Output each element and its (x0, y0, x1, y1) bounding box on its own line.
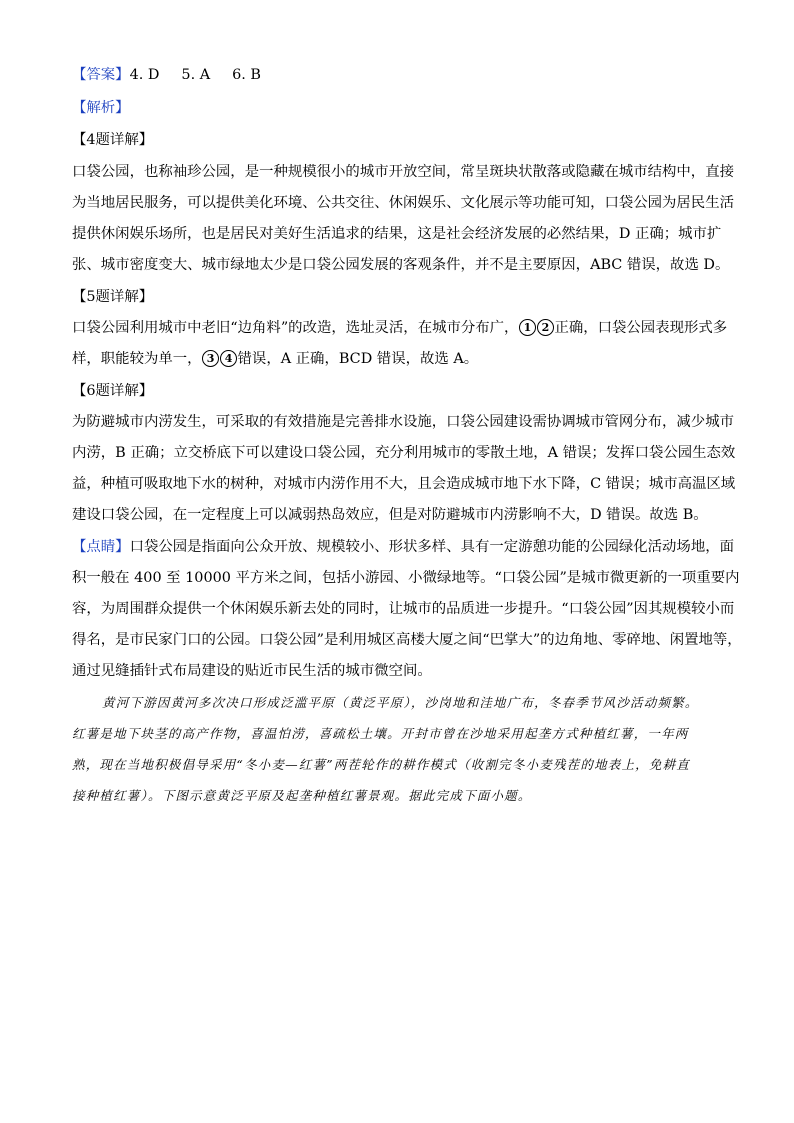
q6-line: 为防避城市内涝发生，可采取的有效措施是完善排水设施，口袋公园建设需协调城市管网分布，减少城市 (72, 414, 734, 430)
q6-line: 建设口袋公园，在一定程度上可以减弱热岛效应，但是对防避城市内涝影响不大，D 错误。故选 B。 (72, 507, 708, 523)
analysis-tag: 【解析】 (72, 100, 130, 116)
q6-line: 益，种植可吸取地下水的树种，对城市内涝作用不大，且会造成城市地下水下降，C 错误；城市高温区域 (72, 476, 736, 492)
passage-line: 接种植红薯）。下图示意黄泛平原及起垄种植红薯景观。据此完成下面小题。 (72, 788, 532, 803)
answer-line (72, 65, 261, 85)
answer-tag: 【答案】 (72, 67, 130, 83)
highlight-line (72, 537, 734, 557)
circled-number: 1 (519, 319, 536, 336)
q5-line (72, 349, 478, 369)
passage-line: 黄河下游因黄河多次决口形成泛滥平原（黄泛平原），沙岗地和洼地广布，冬春季节风沙活动频繁。 (102, 695, 699, 710)
q4-line: 口袋公园，也称袖珍公园，是一种规模很小的城市开放空间，常呈斑块状散落或隐藏在城市结构中，直接 (72, 164, 734, 180)
q5-text: 错误，A 正确，BCD 错误，故选 A。 (237, 351, 479, 367)
highlight-tag: 【点睛】 (72, 539, 130, 555)
q4-line: 为当地居民服务，可以提供美化环境、公共交往、休闲娱乐、文化展示等功能可知，口袋公园为居民生活 (72, 195, 734, 211)
q4-line: 提供休闲娱乐场所，也是居民对美好生活追求的结果，这是社会经济发展的必然结果，D 正确；城市扩 (72, 226, 722, 242)
highlight-text: 口袋公园是指面向公众开放、规模较小、形状多样、具有一定游憩功能的公园绿化活动场地，面 (129, 539, 734, 555)
circled-number: 3 (202, 350, 219, 367)
q5-text: 正确，口袋公园表现形式多 (554, 320, 728, 336)
q4-tag: 【4题详解】 (72, 132, 154, 148)
highlight-line: 积一般在 400 至 10000 平方米之间，包括小游园、小微绿地等。“口袋公园”是城市微更新的一项重要内 (72, 570, 740, 586)
circled-number: 4 (220, 350, 237, 367)
q5-text: 样，职能较为单一， (72, 351, 202, 367)
q5-line (72, 318, 727, 338)
q4-line: 张、城市密度变大、城市绿地太少是口袋公园发展的客观条件，并不是主要原因，ABC 错误，故选 D。 (72, 257, 730, 273)
highlight-line: 通过见缝插针式布局建设的贴近市民生活的城市微空间。 (72, 663, 432, 679)
circled-number: 2 (537, 319, 554, 336)
answer-item: 6. B (232, 67, 262, 83)
passage-line: 熟，现在当地积极倡导采用“冬小麦—红薯”两茬轮作的耕作模式（收割完冬小麦残茬的地表上，免耕直 (72, 757, 690, 772)
q5-text: 口袋公园利用城市中老旧“边角料”的改造，选址灵活，在城市分布广， (72, 320, 519, 336)
q6-tag: 【6题详解】 (72, 383, 154, 399)
answer-item: 5. A (181, 67, 211, 83)
q5-tag: 【5题详解】 (72, 289, 154, 305)
q6-line: 内涝，B 正确；立交桥底下可以建设口袋公园，充分利用城市的零散土地，A 错误；发挥口袋公园生态效 (72, 445, 736, 461)
passage-line: 红薯是地下块茎的高产作物，喜温怕涝，喜疏松土壤。开封市曾在沙地采用起垄方式种植红薯，一年两 (72, 726, 689, 741)
highlight-line: 容，为周围群众提供一个休闲娱乐新去处的同时，让城市的品质进一步提升。“口袋公园”因其规模较小而 (72, 601, 735, 617)
answer-item: 4. D (129, 67, 160, 83)
highlight-line: 得名，是市民家门口的公园。口袋公园”是利用城区高楼大厦之间“巴掌大”的边角地、零碎地、闲置地等， (72, 632, 742, 648)
